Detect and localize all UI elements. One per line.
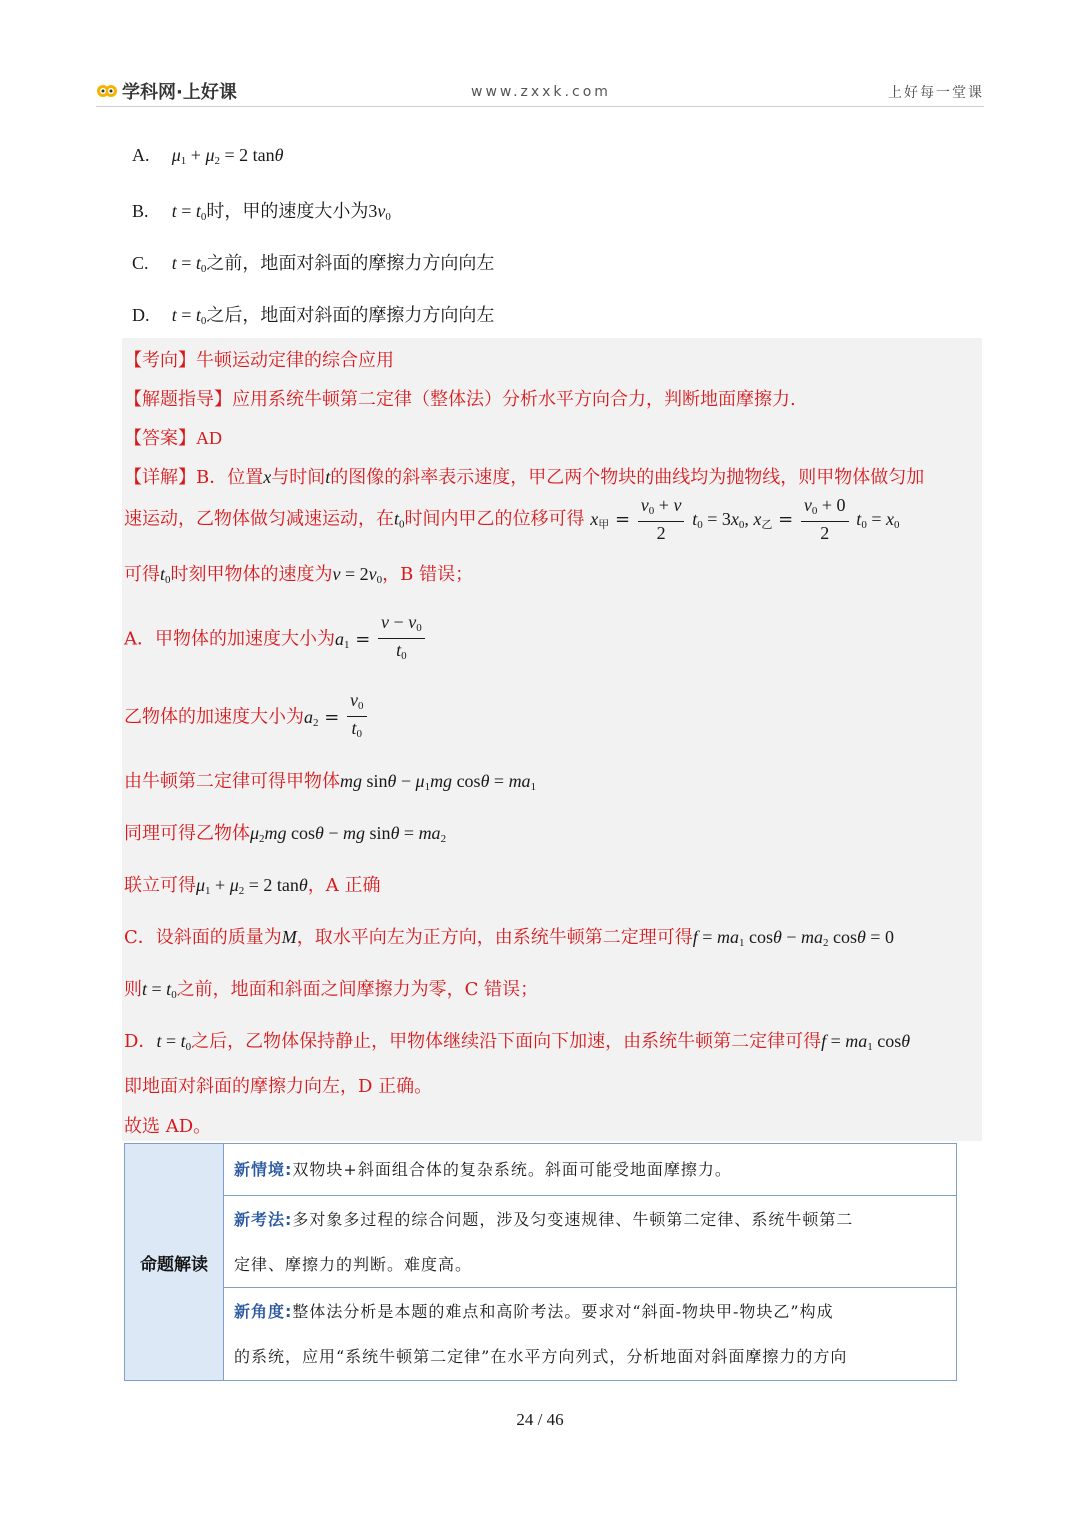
detail-line-6: 由牛顿第二定律可得甲物体mg $\sin\theta - \mu_1mg$ $\cos\theta = ma_1$ — [124, 771, 537, 793]
detail-5: 乙物体的加速度大小为 — [124, 706, 304, 728]
detail-11b: 之后，乙物体保持静止，甲物体继续沿下面向下加速，由系统牛顿第二定律可得 — [191, 1031, 822, 1052]
option-b-label: B. — [132, 201, 149, 221]
detail-6: 由牛顿第二定律可得甲物体 — [124, 771, 340, 792]
fraction: $\frac{v_0}{t_0}$ — [347, 690, 367, 745]
detail-9a: C．设斜面的质量为 — [124, 927, 282, 948]
answer-text: AD — [196, 428, 222, 448]
detail-1a: B．位置 — [196, 467, 264, 488]
option-b: B. $t = t_0$时，甲的速度大小为$3v_0$ — [132, 201, 391, 223]
detail-line-8: 联立可得$\mu_1 + \mu_2 = 2$ tanθ，A 正确 — [124, 875, 381, 897]
detail-10a: 则 — [124, 979, 142, 1000]
option-b-text: 时，甲的速度大小为 — [206, 201, 369, 222]
detail-line-2: 速运动，乙物体做匀减速运动，在$t_0$时间内甲乙的位移可得 $x_甲$ = $\frac{v_0 + v}{2}$ $t_0 = 3x_0$, $x_乙$ = $\frac{v_0 + 0}{2}$ $t_0 = x_0$ — [124, 495, 900, 543]
detail-3a: 可得 — [124, 564, 160, 585]
detail-line-3: 可得$t_0$时刻甲物体的速度为$v = 2v_0$，B 错误； — [124, 564, 474, 586]
detail-3c: ，B 错误； — [382, 564, 474, 585]
detail-line-11: D．$t = t_0$之后，乙物体保持静止，甲物体继续沿下面向下加速，由系统牛顿第二定律可得$f = ma_1$ cosθ — [124, 1031, 911, 1053]
detail-line-9: C．设斜面的质量为M，取水平向左为正方向，由系统牛顿第二定理可得$f = ma_1$ $\cos\theta - ma_2$ cosθ = 0 — [124, 927, 894, 949]
detail-line-4: A．甲物体的加速度大小为$a_1$ = $\frac{v - v_0}{t_0}$ — [124, 612, 427, 667]
option-c-label: C. — [132, 253, 149, 273]
table-row-new-method — [224, 1196, 956, 1288]
detail-4: A．甲物体的加速度大小为 — [124, 628, 335, 650]
site-url: www.zxxk.com — [471, 84, 611, 100]
row-text-cont: 的系统，应用“系统牛顿第二定律”在水平方向列式，分析地面对斜面摩擦力的方向 — [234, 1347, 848, 1366]
detail-11a: D． — [124, 1031, 157, 1052]
detail-8b: ，A 正确 — [307, 875, 381, 896]
option-d-text: 之后，地面对斜面的摩擦力方向向左 — [206, 305, 495, 326]
detail-10b: 之前，地面和斜面之间摩擦力为零，C 错误； — [176, 979, 539, 1000]
page-number: 24 / 46 — [516, 1410, 564, 1429]
detail-13: 故选 AD。 — [124, 1116, 212, 1137]
logo — [96, 78, 237, 104]
option-a-label: A. — [132, 145, 150, 165]
detail-line-12 — [124, 1072, 432, 1098]
header-slogan: 上好每一堂课 — [888, 85, 984, 101]
fraction: $\frac{v_0 + 0}{2}$ — [801, 495, 849, 544]
row-text: 整体法分析是本题的难点和高阶考法。要求对“斜面-物块甲-物块乙”构成 — [292, 1302, 834, 1321]
row-text: 多对象多过程的综合问题，涉及匀变速规律、牛顿第二定律、系统牛顿第二 — [292, 1210, 854, 1229]
kaoxiang-text: 牛顿运动定律的综合应用 — [196, 350, 394, 371]
table-row-new-context — [224, 1144, 956, 1196]
logo-text: 学科网·上好课 — [122, 82, 237, 103]
option-d-label: D. — [132, 305, 150, 325]
detail-line-5: 乙物体的加速度大小为$a_2$ = $\frac{v_0}{t_0}$ — [124, 690, 369, 745]
answer-tag: 【答案】 — [124, 428, 196, 449]
table-side-label: 命题解读 — [125, 1144, 224, 1380]
page-header — [96, 72, 984, 107]
detail-tag: 【详解】 — [124, 467, 196, 488]
detail-3b: 时刻甲物体的速度为 — [170, 564, 333, 585]
detail-2a: 速运动，乙物体做匀减速运动，在 — [124, 508, 394, 530]
detail-9b: ，取水平向左为正方向，由系统牛顿第二定理可得 — [296, 927, 693, 948]
detail-line-13 — [124, 1112, 211, 1138]
answer-line — [124, 424, 222, 450]
detail-12: 即地面对斜面的摩擦力向左，D 正确。 — [124, 1076, 433, 1097]
detail-1c: 的图像的斜率表示速度，甲乙两个物块的曲线均为抛物线，则甲物体做匀加 — [330, 467, 925, 488]
detail-7: 同理可得乙物体 — [124, 823, 250, 844]
interpretation-table — [124, 1143, 957, 1381]
row-head: 新考法: — [234, 1210, 293, 1229]
row-head: 新情境: — [234, 1160, 293, 1179]
row-head: 新角度: — [234, 1302, 293, 1321]
option-a: A. $\mu_1 + \mu_2 = 2$ tanθ — [132, 145, 284, 167]
table-row-new-angle — [224, 1288, 956, 1380]
guide-line — [124, 385, 796, 411]
detail-line-1: 【详解】B．位置x与时间t的图像的斜率表示速度，甲乙两个物块的曲线均为抛物线，则甲物体做匀加 — [124, 467, 925, 488]
detail-8a: 联立可得 — [124, 875, 196, 896]
guide-tag: 【解题指导】 — [124, 389, 232, 410]
row-text-cont: 定律、摩擦力的判断。难度高。 — [234, 1255, 473, 1274]
option-c-text: 之前，地面对斜面的摩擦力方向向左 — [206, 253, 495, 274]
fraction: $\frac{v_0 + v}{2}$ — [638, 495, 685, 544]
detail-line-10: 则$t = t_0$之前，地面和斜面之间摩擦力为零，C 错误； — [124, 979, 539, 1001]
detail-2b: 时间内甲乙的位移可得 — [404, 508, 585, 530]
guide-text: 应用系统牛顿第二定律（整体法）分析水平方向合力，判断地面摩擦力. — [232, 389, 796, 410]
kaoxiang-line — [124, 346, 394, 372]
option-d: D. $t = t_0$之后，地面对斜面的摩擦力方向向左 — [132, 305, 495, 327]
fraction: $\frac{v - v_0}{t_0}$ — [378, 612, 425, 667]
owl-logo-icon — [96, 82, 118, 100]
option-c: C. $t = t_0$之前，地面对斜面的摩擦力方向向左 — [132, 253, 495, 275]
row-text: 双物块+斜面组合体的复杂系统。斜面可能受地面摩擦力。 — [292, 1160, 732, 1179]
detail-line-7: 同理可得乙物体$\mu_2mg$ cosθ − mg $\sin\theta = ma_2$ — [124, 823, 447, 845]
detail-1b: 与时间 — [271, 467, 326, 488]
kaoxiang-tag: 【考向】 — [124, 350, 196, 371]
